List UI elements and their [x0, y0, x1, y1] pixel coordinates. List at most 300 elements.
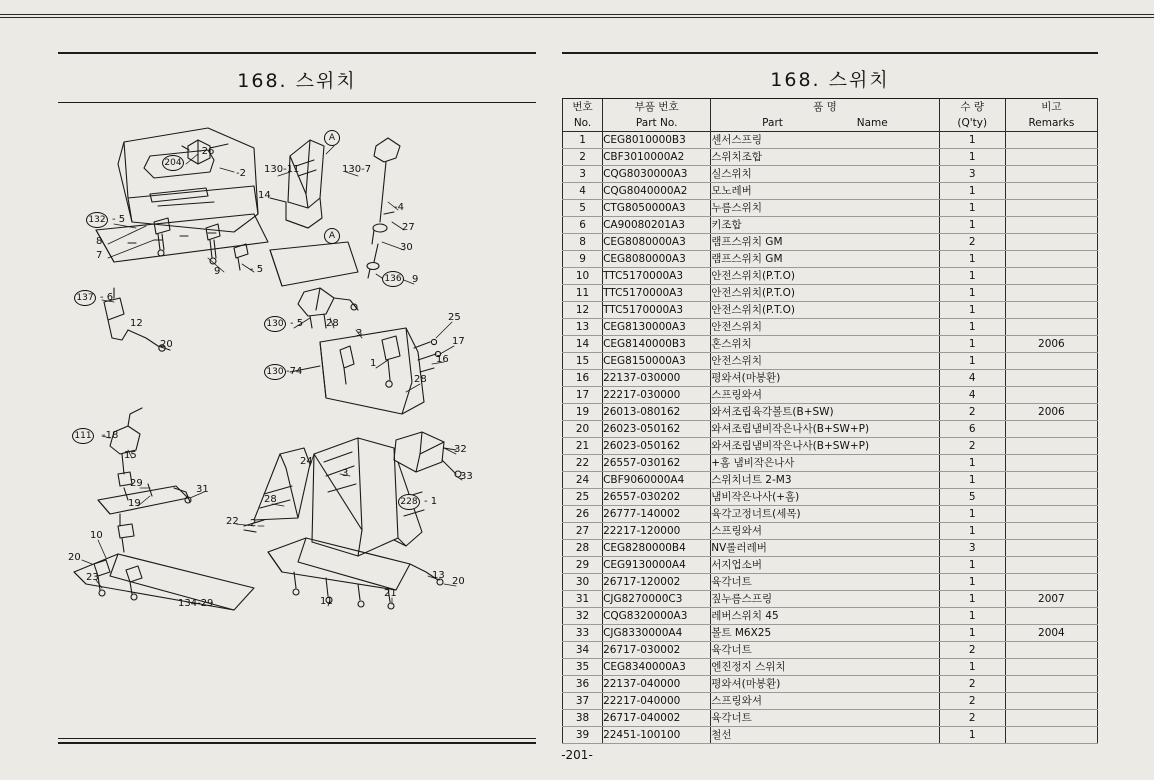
header-qty-ko: 수 량 [960, 101, 985, 113]
cell-no: 9 [563, 251, 603, 268]
header-desc-part: Part [762, 117, 783, 129]
cell-no: 25 [563, 489, 603, 506]
cell-qty: 1 [939, 574, 1005, 591]
cell-qty: 1 [939, 251, 1005, 268]
cell-name: 실스위치 [711, 166, 939, 183]
cell-no: 6 [563, 217, 603, 234]
cell-name: 안전스위치 [711, 353, 939, 370]
cell-name: 스프링와셔 [711, 693, 939, 710]
cell-name: 와셔조립냄비작은나사(B+SW+P) [711, 438, 939, 455]
cell-remarks [1005, 727, 1097, 744]
cell-part-no: 22217-040000 [603, 693, 711, 710]
parts-table-body [563, 132, 1098, 744]
callout-134-29: 134-29 [178, 598, 214, 609]
cell-name: 철선 [711, 727, 939, 744]
cell-qty: 1 [939, 659, 1005, 676]
table-row [563, 659, 1098, 676]
cell-name: 짚누름스프링 [711, 591, 939, 608]
cell-remarks [1005, 455, 1097, 472]
cell-name: 스프링와셔 [711, 387, 939, 404]
cell-no: 8 [563, 234, 603, 251]
cell-part-no: 26717-030002 [603, 642, 711, 659]
cell-remarks [1005, 149, 1097, 166]
cell-remarks [1005, 200, 1097, 217]
table-row [563, 506, 1098, 523]
cell-part-no: CTG8050000A3 [603, 200, 711, 217]
callout-10: 10 [90, 530, 103, 541]
cell-no: 16 [563, 370, 603, 387]
cell-no: 32 [563, 608, 603, 625]
callout-31: 31 [196, 484, 209, 495]
cell-qty: 5 [939, 489, 1005, 506]
cell-no: 36 [563, 676, 603, 693]
callout-balloon-136: 136 [382, 271, 404, 287]
callout-30: 30 [400, 242, 413, 253]
cell-no: 4 [563, 183, 603, 200]
cell-name: 램프스위치 GM [711, 251, 939, 268]
cell-part-no: CBF9060000A4 [603, 472, 711, 489]
cell-remarks [1005, 642, 1097, 659]
cell-no: 24 [563, 472, 603, 489]
cell-remarks [1005, 217, 1097, 234]
cell-part-no: 26023-050162 [603, 421, 711, 438]
cell-remarks [1005, 387, 1097, 404]
cell-remarks: 2006 [1005, 404, 1097, 421]
callout-21: 21 [384, 588, 397, 599]
parts-table-title-bar [562, 52, 1098, 99]
cell-qty: 1 [939, 506, 1005, 523]
cell-qty: 1 [939, 523, 1005, 540]
cell-remarks [1005, 132, 1097, 149]
cell-remarks [1005, 676, 1097, 693]
header-desc-name: Name [856, 117, 888, 129]
page-top-rule [0, 14, 1154, 15]
callout-balloon-130-b: 130 [264, 364, 286, 380]
table-row [563, 523, 1098, 540]
cell-qty: 1 [939, 591, 1005, 608]
table-row [563, 149, 1098, 166]
header-qty-en: (Q'ty) [957, 117, 988, 129]
callout-130-11: 130-11 [264, 164, 300, 175]
cell-name: 누름스위치 [711, 200, 939, 217]
table-row [563, 132, 1098, 149]
callout-9-b: 9 [412, 274, 419, 285]
parts-table [562, 99, 1098, 744]
callout-20-a: 20 [160, 339, 173, 350]
cell-no: 11 [563, 285, 603, 302]
callout-19: 19 [128, 498, 141, 509]
table-row [563, 591, 1098, 608]
cell-qty: 2 [939, 234, 1005, 251]
table-row [563, 727, 1098, 744]
cell-qty: 2 [939, 710, 1005, 727]
cell-part-no: 22137-030000 [603, 370, 711, 387]
page-number: -201- [561, 748, 593, 762]
cell-remarks [1005, 506, 1097, 523]
cell-remarks [1005, 557, 1097, 574]
callout-20-b: 20 [68, 552, 81, 563]
illustration-title: 168. 스위치 [237, 70, 357, 92]
cell-no: 22 [563, 455, 603, 472]
cell-qty: 1 [939, 608, 1005, 625]
cell-qty: 1 [939, 727, 1005, 744]
cell-remarks [1005, 438, 1097, 455]
cell-remarks [1005, 285, 1097, 302]
cell-name: 육각너트 [711, 710, 939, 727]
cell-no: 26 [563, 506, 603, 523]
cell-name: 스위치조합 [711, 149, 939, 166]
cell-no: 2 [563, 149, 603, 166]
cell-remarks: 2006 [1005, 336, 1097, 353]
cell-name: 냄비작은나사(+홈) [711, 489, 939, 506]
cell-qty: 2 [939, 693, 1005, 710]
cell-part-no: 22137-040000 [603, 676, 711, 693]
callout-5-b: - 5 [250, 264, 264, 275]
callout-1-b: - 1 [424, 496, 438, 507]
cell-remarks [1005, 234, 1097, 251]
cell-qty: 4 [939, 387, 1005, 404]
callout-2-top: -2 [236, 168, 246, 179]
cell-name: 스프링와셔 [711, 523, 939, 540]
header-no-en: No. [573, 117, 592, 129]
callout-1-a: 1 [370, 358, 377, 369]
illustration-bottom-rule [58, 738, 536, 739]
cell-no: 38 [563, 710, 603, 727]
cell-remarks [1005, 166, 1097, 183]
cell-part-no: 26013-080162 [603, 404, 711, 421]
cell-qty: 3 [939, 166, 1005, 183]
cell-remarks [1005, 489, 1097, 506]
table-row [563, 166, 1098, 183]
cell-qty: 1 [939, 217, 1005, 234]
cell-name: 평와셔(마봉환) [711, 370, 939, 387]
table-row [563, 557, 1098, 574]
callout-5-a: - 5 [112, 214, 126, 225]
table-row [563, 404, 1098, 421]
cell-name: 와셔조립냄비작은나사(B+SW+P) [711, 421, 939, 438]
cell-no: 12 [563, 302, 603, 319]
cell-qty: 1 [939, 132, 1005, 149]
callout-26: -26 [198, 146, 215, 157]
cell-name: 혼스위치 [711, 336, 939, 353]
cell-no: 5 [563, 200, 603, 217]
callout-balloon-228: 228 [398, 494, 420, 510]
cell-part-no: 26023-050162 [603, 438, 711, 455]
cell-part-no: 22217-120000 [603, 523, 711, 540]
cell-part-no: CQG8320000A3 [603, 608, 711, 625]
cell-remarks [1005, 472, 1097, 489]
table-row [563, 455, 1098, 472]
callout-4: -4 [394, 202, 404, 213]
cell-part-no: 22217-030000 [603, 387, 711, 404]
table-row [563, 693, 1098, 710]
cell-remarks [1005, 574, 1097, 591]
callout-2-b: 2 [250, 518, 257, 529]
cell-qty: 1 [939, 557, 1005, 574]
table-row [563, 676, 1098, 693]
cell-no: 30 [563, 574, 603, 591]
callout-9-a: 9 [214, 266, 221, 277]
callout-16: 16 [436, 354, 449, 365]
cell-name: 안전스위치(P.T.O) [711, 268, 939, 285]
table-row [563, 302, 1098, 319]
table-row [563, 574, 1098, 591]
callout-3-b: 3 [342, 468, 349, 479]
parts-table-head [563, 99, 1098, 132]
drawing-svg [58, 102, 536, 736]
cell-remarks [1005, 370, 1097, 387]
cell-part-no: CEG8010000B3 [603, 132, 711, 149]
table-row [563, 438, 1098, 455]
cell-qty: 1 [939, 625, 1005, 642]
callout-6: - 6 [100, 292, 114, 303]
table-row [563, 387, 1098, 404]
cell-name: 스위치너트 2-M3 [711, 472, 939, 489]
header-remarks-ko: 비고 [1041, 101, 1062, 113]
cell-qty: 1 [939, 353, 1005, 370]
callout-23: 23 [86, 572, 99, 583]
cell-qty: 1 [939, 302, 1005, 319]
cell-no: 21 [563, 438, 603, 455]
callout-balloon-111: 111 [72, 428, 94, 444]
callout-28-a: 28 [326, 318, 339, 329]
cell-remarks [1005, 540, 1097, 557]
cell-no: 33 [563, 625, 603, 642]
cell-part-no: CBF3010000A2 [603, 149, 711, 166]
cell-name: 키조합 [711, 217, 939, 234]
exploded-parts-drawing [58, 102, 536, 736]
cell-no: 31 [563, 591, 603, 608]
cell-qty: 2 [939, 438, 1005, 455]
cell-name: +홈 냄비작은나사 [711, 455, 939, 472]
cell-name: 안전스위치 [711, 319, 939, 336]
table-row [563, 710, 1098, 727]
callout-22: 22 [226, 516, 239, 527]
cell-name: 서지업소버 [711, 557, 939, 574]
header-remarks-en: Remarks [1028, 117, 1075, 129]
cell-no: 19 [563, 404, 603, 421]
cell-remarks: 2007 [1005, 591, 1097, 608]
callout-13: 13 [432, 570, 445, 581]
callout-25: 25 [448, 312, 461, 323]
callout-balloon-204: 204 [162, 155, 184, 171]
callout-24: 24 [300, 456, 313, 467]
cell-remarks [1005, 421, 1097, 438]
table-row [563, 268, 1098, 285]
cell-qty: 2 [939, 642, 1005, 659]
cell-remarks: 2004 [1005, 625, 1097, 642]
table-row [563, 336, 1098, 353]
cell-name: 육각고정너트(세목) [711, 506, 939, 523]
cell-no: 10 [563, 268, 603, 285]
callout-balloon-a-lower: A [324, 228, 340, 244]
cell-remarks [1005, 251, 1097, 268]
table-row [563, 217, 1098, 234]
callout-29: 29 [130, 478, 143, 489]
cell-part-no: CEG8150000A3 [603, 353, 711, 370]
cell-no: 15 [563, 353, 603, 370]
header-qty [939, 99, 1005, 132]
cell-name: 육각너트 [711, 642, 939, 659]
callout-3-a: 3 [356, 328, 363, 339]
cell-part-no: 22451-100100 [603, 727, 711, 744]
cell-name: 와셔조립육각볼트(B+SW) [711, 404, 939, 421]
parts-table-panel [562, 52, 1098, 742]
table-row [563, 625, 1098, 642]
cell-qty: 6 [939, 421, 1005, 438]
cell-no: 35 [563, 659, 603, 676]
table-row [563, 319, 1098, 336]
callout-balloon-132: 132 [86, 212, 108, 228]
table-row [563, 200, 1098, 217]
cell-no: 37 [563, 693, 603, 710]
callout-28-b: 28 [414, 374, 427, 385]
cell-name: 육각너트 [711, 574, 939, 591]
callout-27: 27 [402, 222, 415, 233]
table-row [563, 642, 1098, 659]
cell-qty: 1 [939, 268, 1005, 285]
cell-qty: 1 [939, 472, 1005, 489]
table-header-row [563, 99, 1098, 132]
cell-name: 안전스위치(P.T.O) [711, 302, 939, 319]
table-row [563, 285, 1098, 302]
cell-qty: 1 [939, 200, 1005, 217]
callout-33: 33 [460, 471, 473, 482]
cell-remarks [1005, 659, 1097, 676]
cell-qty: 1 [939, 285, 1005, 302]
callout-74: -74 [286, 366, 303, 377]
cell-remarks [1005, 183, 1097, 200]
cell-qty: 1 [939, 149, 1005, 166]
cell-part-no: CEG8140000B3 [603, 336, 711, 353]
cell-remarks [1005, 319, 1097, 336]
callout-8: 8 [96, 236, 103, 247]
cell-remarks [1005, 353, 1097, 370]
cell-part-no: 26557-030202 [603, 489, 711, 506]
cell-name: 엔진정지 스위치 [711, 659, 939, 676]
cell-part-no: 26717-040002 [603, 710, 711, 727]
cell-part-no: CEG8280000B4 [603, 540, 711, 557]
callout-balloon-130-a: 130 [264, 316, 286, 332]
callout-11: 11 [320, 596, 333, 607]
cell-qty: 1 [939, 183, 1005, 200]
cell-remarks [1005, 608, 1097, 625]
callout-balloon-a-upper: A [324, 130, 340, 146]
header-desc-ko: 품 명 [813, 101, 837, 113]
cell-no: 39 [563, 727, 603, 744]
cell-no: 20 [563, 421, 603, 438]
table-row [563, 421, 1098, 438]
table-row [563, 540, 1098, 557]
cell-name: 램프스위치 GM [711, 234, 939, 251]
callout-balloon-137: 137 [74, 290, 96, 306]
cell-part-no: 26557-030162 [603, 455, 711, 472]
table-row [563, 234, 1098, 251]
callout-28-c: 28 [264, 494, 277, 505]
illustration-title-bar [58, 52, 536, 103]
header-part-ko: 부품 번호 [634, 101, 679, 113]
cell-part-no: CQG8040000A2 [603, 183, 711, 200]
cell-part-no: TTC5170000A3 [603, 302, 711, 319]
table-row [563, 608, 1098, 625]
cell-qty: 2 [939, 404, 1005, 421]
cell-name: 모노레버 [711, 183, 939, 200]
cell-part-no: TTC5170000A3 [603, 285, 711, 302]
header-description [711, 99, 939, 132]
cell-qty: 3 [939, 540, 1005, 557]
cell-qty: 2 [939, 676, 1005, 693]
cell-qty: 4 [939, 370, 1005, 387]
cell-part-no: CEG9130000A4 [603, 557, 711, 574]
page-top-rule-2 [0, 17, 1154, 18]
cell-name: 안전스위치(P.T.O) [711, 285, 939, 302]
table-row [563, 353, 1098, 370]
callout-20-c: 20 [452, 576, 465, 587]
cell-no: 29 [563, 557, 603, 574]
cell-part-no: CQG8030000A3 [603, 166, 711, 183]
cell-remarks [1005, 710, 1097, 727]
cell-name: 평와셔(마봉환) [711, 676, 939, 693]
cell-part-no: CJG8330000A4 [603, 625, 711, 642]
callout-12: 12 [130, 318, 143, 329]
header-no [563, 99, 603, 132]
cell-part-no: CA90080201A3 [603, 217, 711, 234]
cell-no: 34 [563, 642, 603, 659]
cell-qty: 1 [939, 336, 1005, 353]
cell-part-no: 26717-120002 [603, 574, 711, 591]
cell-remarks [1005, 302, 1097, 319]
table-row [563, 370, 1098, 387]
callout-18: -18 [102, 430, 119, 441]
callout-130-7: 130-7 [342, 164, 372, 175]
header-no-ko: 번호 [572, 101, 593, 113]
cell-name: 볼트 M6X25 [711, 625, 939, 642]
callout-5-c: - 5 [290, 318, 304, 329]
cell-remarks [1005, 268, 1097, 285]
cell-no: 1 [563, 132, 603, 149]
cell-qty: 1 [939, 455, 1005, 472]
cell-no: 27 [563, 523, 603, 540]
cell-no: 13 [563, 319, 603, 336]
cell-qty: 1 [939, 319, 1005, 336]
cell-no: 14 [563, 336, 603, 353]
callout-17: 17 [452, 336, 465, 347]
cell-part-no: CEG8130000A3 [603, 319, 711, 336]
header-part-no [603, 99, 711, 132]
parts-table-title: 168. 스위치 [770, 69, 890, 91]
illustration-bottom-rule-2 [58, 742, 536, 744]
cell-name: 레버스위치 45 [711, 608, 939, 625]
table-row [563, 251, 1098, 268]
cell-part-no: CEG8080000A3 [603, 234, 711, 251]
cell-no: 28 [563, 540, 603, 557]
callout-15: 15 [124, 450, 137, 461]
callout-14: 14 [258, 190, 271, 201]
cell-name: 센서스프링 [711, 132, 939, 149]
cell-remarks [1005, 693, 1097, 710]
callout-7: 7 [96, 250, 103, 261]
cell-part-no: CJG8270000C3 [603, 591, 711, 608]
cell-no: 17 [563, 387, 603, 404]
table-row [563, 183, 1098, 200]
cell-name: NV롤러레버 [711, 540, 939, 557]
callout-32: 32 [454, 444, 467, 455]
cell-part-no: TTC5170000A3 [603, 268, 711, 285]
cell-part-no: CEG8340000A3 [603, 659, 711, 676]
table-row [563, 472, 1098, 489]
cell-part-no: 26777-140002 [603, 506, 711, 523]
cell-no: 3 [563, 166, 603, 183]
